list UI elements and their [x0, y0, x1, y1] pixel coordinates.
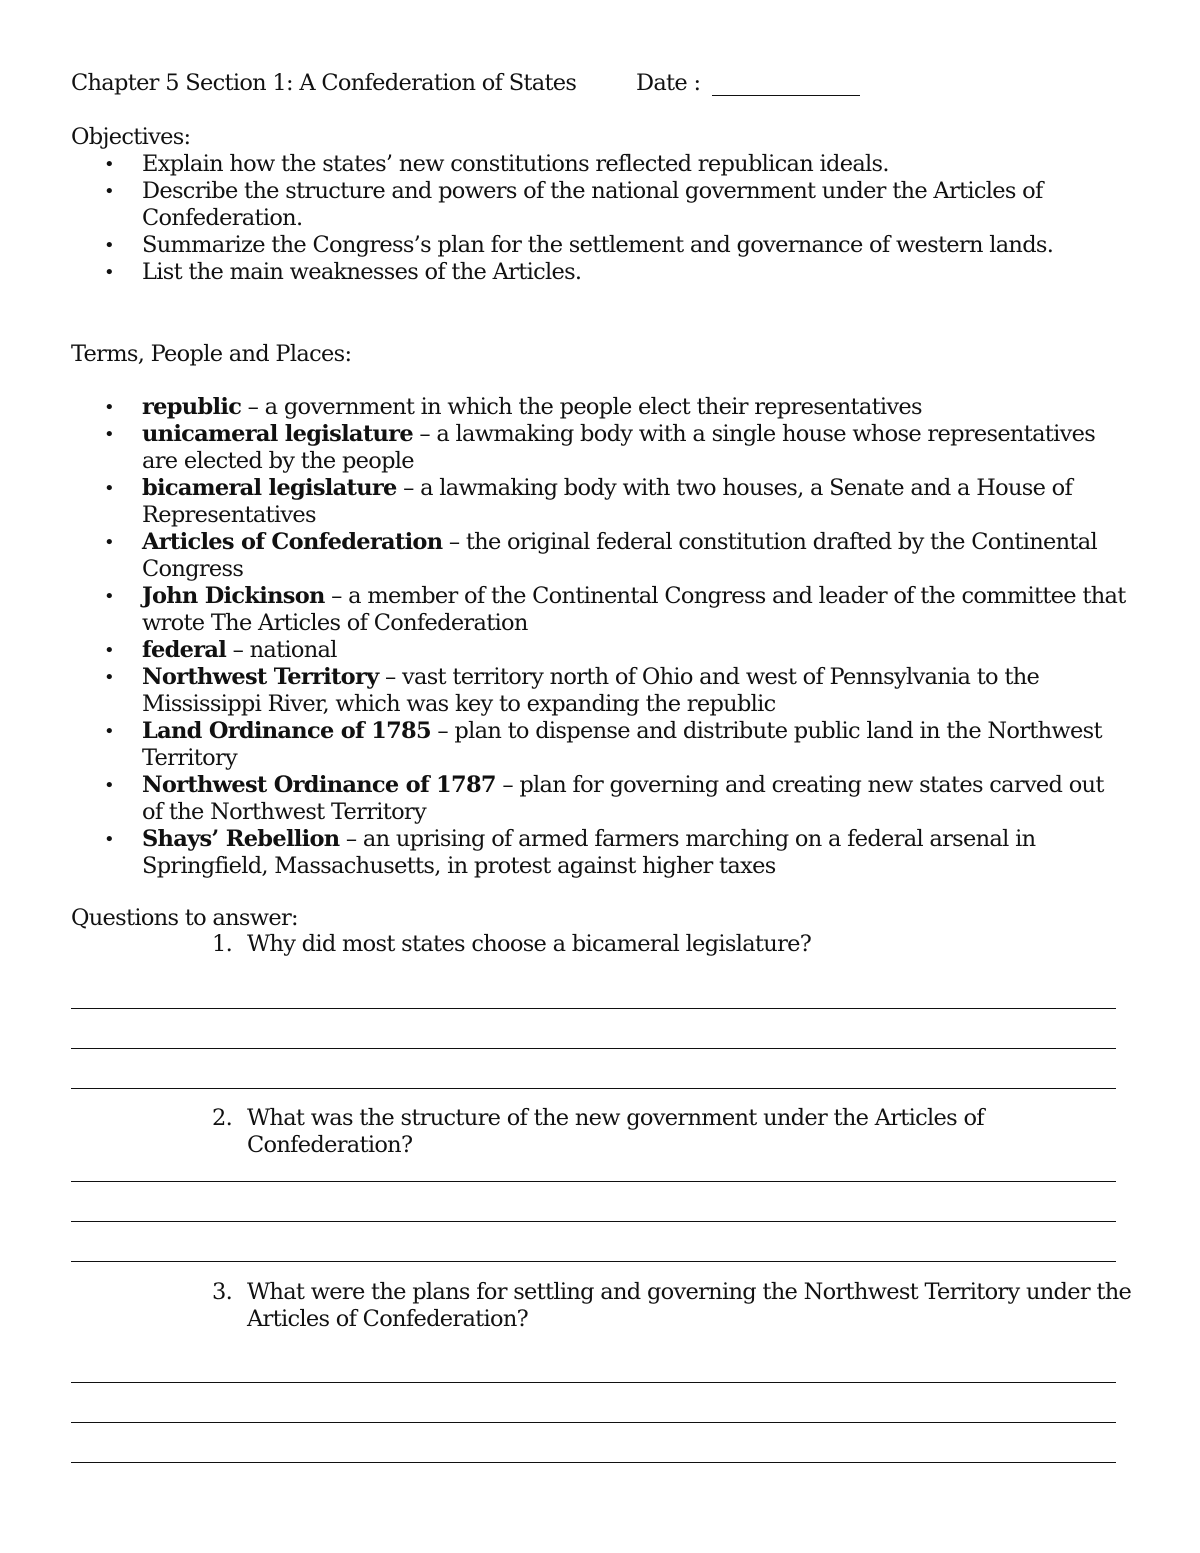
- list-item: [0, 637, 1200, 664]
- term-name: Northwest Ordinance of 1787: [142, 772, 496, 798]
- objectives-heading: Objectives:: [71, 124, 191, 150]
- list-item: [0, 772, 1200, 826]
- list-item: [0, 718, 1200, 772]
- term-name: Articles of Confederation: [142, 529, 443, 555]
- answer-line[interactable]: [71, 1382, 1116, 1383]
- answer-line[interactable]: [71, 1261, 1116, 1262]
- term-name: Northwest Territory: [142, 664, 379, 690]
- term-definition: – a member of the Continental Congress and leader of the committee that wrote The Articles of Confederation: [142, 583, 1126, 636]
- term-name: unicameral legislature: [142, 421, 413, 447]
- terms-heading: Terms, People and Places:: [71, 341, 352, 367]
- list-item: [0, 475, 1200, 529]
- objective-text: Describe the structure and powers of the national government under the Articles of Confederation.: [142, 178, 1043, 231]
- term-name: John Dickinson: [142, 583, 325, 609]
- question-number: 1.: [212, 931, 233, 957]
- question-text: Why did most states choose a bicameral legislature?: [247, 931, 812, 957]
- question-number: 2.: [212, 1105, 233, 1131]
- term-definition: – a lawmaking body with a single house whose representatives are elected by the people: [142, 421, 1096, 474]
- list-item: [0, 826, 1200, 880]
- answer-line[interactable]: [71, 1088, 1116, 1089]
- term-definition: – plan to dispense and distribute public land in the Northwest Territory: [142, 718, 1102, 771]
- bullet-icon: •: [104, 478, 114, 499]
- answer-line[interactable]: [71, 1422, 1116, 1423]
- list-item: [0, 529, 1200, 583]
- answer-line[interactable]: [71, 1462, 1116, 1463]
- bullet-icon: •: [104, 721, 114, 742]
- bullet-icon: •: [104, 154, 114, 175]
- list-item: [0, 394, 1200, 421]
- term-definition: – a lawmaking body with two houses, a Senate and a House of Representatives: [142, 475, 1073, 528]
- worksheet-title: Chapter 5 Section 1: A Confederation of States: [71, 70, 577, 96]
- list-item: [0, 421, 1200, 475]
- date-blank-line[interactable]: [712, 95, 860, 96]
- terms-list: [0, 394, 1200, 880]
- term-name: federal: [142, 637, 227, 663]
- list-item: [0, 583, 1200, 637]
- objectives-list: [0, 151, 1200, 286]
- bullet-icon: •: [104, 262, 114, 283]
- bullet-icon: •: [104, 829, 114, 850]
- term-definition: – a government in which the people elect their representatives: [241, 394, 922, 420]
- bullet-icon: •: [104, 586, 114, 607]
- term-name: Shays’ Rebellion: [142, 826, 340, 852]
- list-item: [0, 232, 1200, 259]
- term-definition: – plan for governing and creating new states carved out of the Northwest Territory: [142, 772, 1104, 825]
- term-definition: – an uprising of armed farmers marching on a federal arsenal in Springfield, Massachusetts, in protest against higher taxes: [142, 826, 1036, 879]
- bullet-icon: •: [104, 667, 114, 688]
- answer-line[interactable]: [71, 1048, 1116, 1049]
- bullet-icon: •: [104, 424, 114, 445]
- term-definition: – national: [226, 637, 337, 663]
- term-definition: – the original federal constitution drafted by the Continental Congress: [142, 529, 1097, 582]
- bullet-icon: •: [104, 775, 114, 796]
- answer-line[interactable]: [71, 1008, 1116, 1009]
- term-name: republic: [142, 394, 242, 420]
- question-number: 3.: [212, 1279, 233, 1305]
- bullet-icon: •: [104, 235, 114, 256]
- objective-text: Explain how the states’ new constitutions reflected republican ideals.: [142, 151, 889, 177]
- term-definition: – vast territory north of Ohio and west of Pennsylvania to the Mississippi River, which was key to expanding the republic: [142, 664, 1040, 717]
- list-item: [0, 664, 1200, 718]
- question-text: What was the structure of the new government under the Articles of Confederation?: [247, 1105, 984, 1158]
- objective-text: Summarize the Congress’s plan for the settlement and governance of western lands.: [142, 232, 1054, 258]
- bullet-icon: •: [104, 397, 114, 418]
- term-name: bicameral legislature: [142, 475, 397, 501]
- answer-line[interactable]: [71, 1221, 1116, 1222]
- objective-text: List the main weaknesses of the Articles.: [142, 259, 582, 285]
- list-item: [0, 151, 1200, 178]
- question-text: What were the plans for settling and governing the Northwest Territory under the Articles of Confederation?: [247, 1279, 1132, 1332]
- list-item: [0, 178, 1200, 232]
- bullet-icon: •: [104, 640, 114, 661]
- list-item: [0, 259, 1200, 286]
- questions-heading: Questions to answer:: [71, 905, 298, 931]
- bullet-icon: •: [104, 181, 114, 202]
- bullet-icon: •: [104, 532, 114, 553]
- term-name: Land Ordinance of 1785: [142, 718, 431, 744]
- answer-line[interactable]: [71, 1181, 1116, 1182]
- date-label: Date :: [636, 70, 701, 96]
